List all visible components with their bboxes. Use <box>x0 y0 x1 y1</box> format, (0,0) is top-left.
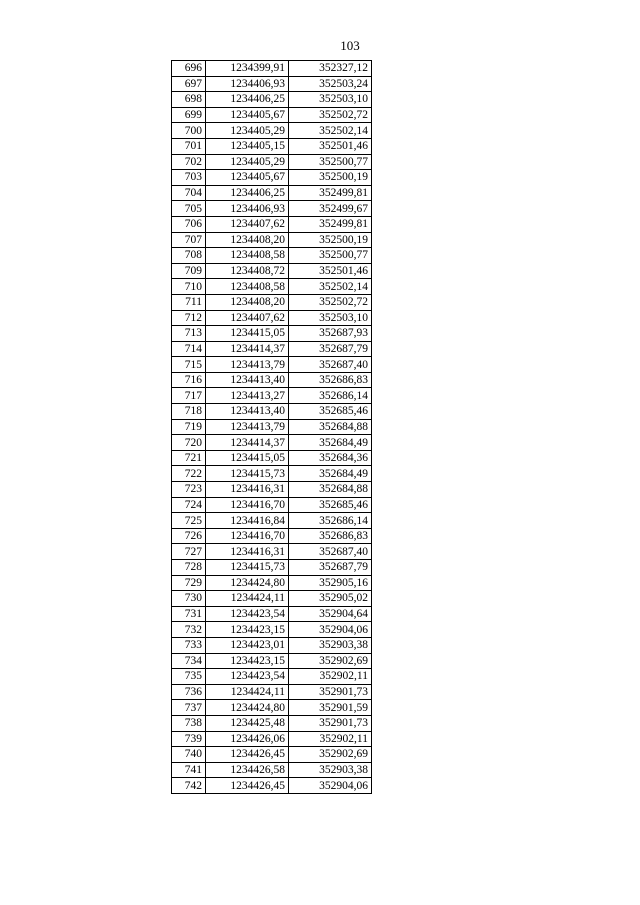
table-row <box>172 170 372 186</box>
table-row <box>172 185 372 201</box>
table-row <box>172 575 372 591</box>
point-number-cell: 704 <box>172 185 206 201</box>
y-coordinate-cell: 352905,16 <box>289 575 372 591</box>
table-row <box>172 341 372 357</box>
x-coordinate-cell: 1234406,25 <box>206 185 289 201</box>
y-coordinate-cell: 352502,14 <box>289 279 372 295</box>
y-coordinate-cell: 352503,10 <box>289 310 372 326</box>
table-row <box>172 747 372 763</box>
point-number-cell: 725 <box>172 513 206 529</box>
point-number-cell: 701 <box>172 138 206 154</box>
y-coordinate-cell: 352499,81 <box>289 216 372 232</box>
point-number-cell: 712 <box>172 310 206 326</box>
x-coordinate-cell: 1234408,20 <box>206 294 289 310</box>
x-coordinate-cell: 1234415,05 <box>206 326 289 342</box>
table-row <box>172 513 372 529</box>
x-coordinate-cell: 1234416,31 <box>206 544 289 560</box>
table-row <box>172 544 372 560</box>
y-coordinate-cell: 352904,06 <box>289 778 372 794</box>
x-coordinate-cell: 1234415,05 <box>206 450 289 466</box>
y-coordinate-cell: 352903,38 <box>289 762 372 778</box>
x-coordinate-cell: 1234424,80 <box>206 575 289 591</box>
point-number-cell: 719 <box>172 419 206 435</box>
table-row <box>172 450 372 466</box>
table-row <box>172 778 372 794</box>
y-coordinate-cell: 352901,59 <box>289 700 372 716</box>
x-coordinate-cell: 1234423,54 <box>206 606 289 622</box>
x-coordinate-cell: 1234405,29 <box>206 123 289 139</box>
y-coordinate-cell: 352684,36 <box>289 450 372 466</box>
table-row <box>172 310 372 326</box>
point-number-cell: 735 <box>172 669 206 685</box>
point-number-cell: 734 <box>172 653 206 669</box>
x-coordinate-cell: 1234426,06 <box>206 731 289 747</box>
table-row <box>172 622 372 638</box>
x-coordinate-cell: 1234416,31 <box>206 482 289 498</box>
table-row <box>172 762 372 778</box>
y-coordinate-cell: 352503,24 <box>289 76 372 92</box>
y-coordinate-cell: 352904,06 <box>289 622 372 638</box>
table-row <box>172 372 372 388</box>
point-number-cell: 711 <box>172 294 206 310</box>
y-coordinate-cell: 352902,69 <box>289 747 372 763</box>
table-row <box>172 419 372 435</box>
x-coordinate-cell: 1234423,15 <box>206 622 289 638</box>
table-row <box>172 684 372 700</box>
table-row <box>172 123 372 139</box>
x-coordinate-cell: 1234424,11 <box>206 591 289 607</box>
y-coordinate-cell: 352686,83 <box>289 528 372 544</box>
y-coordinate-cell: 352501,46 <box>289 263 372 279</box>
point-number-cell: 698 <box>172 92 206 108</box>
y-coordinate-cell: 352499,67 <box>289 201 372 217</box>
table-row <box>172 216 372 232</box>
x-coordinate-cell: 1234405,67 <box>206 107 289 123</box>
y-coordinate-cell: 352503,10 <box>289 92 372 108</box>
table-row <box>172 61 372 77</box>
y-coordinate-cell: 352686,14 <box>289 388 372 404</box>
x-coordinate-cell: 1234423,54 <box>206 669 289 685</box>
table-row <box>172 92 372 108</box>
coordinates-table-body <box>172 61 372 794</box>
x-coordinate-cell: 1234399,91 <box>206 61 289 77</box>
table-row <box>172 201 372 217</box>
point-number-cell: 742 <box>172 778 206 794</box>
x-coordinate-cell: 1234405,29 <box>206 154 289 170</box>
point-number-cell: 737 <box>172 700 206 716</box>
x-coordinate-cell: 1234406,25 <box>206 92 289 108</box>
table-row <box>172 154 372 170</box>
y-coordinate-cell: 352500,77 <box>289 248 372 264</box>
point-number-cell: 714 <box>172 341 206 357</box>
table-row <box>172 591 372 607</box>
y-coordinate-cell: 352686,14 <box>289 513 372 529</box>
x-coordinate-cell: 1234413,40 <box>206 404 289 420</box>
table-row <box>172 294 372 310</box>
point-number-cell: 702 <box>172 154 206 170</box>
table-row <box>172 528 372 544</box>
point-number-cell: 739 <box>172 731 206 747</box>
y-coordinate-cell: 352499,81 <box>289 185 372 201</box>
y-coordinate-cell: 352500,19 <box>289 232 372 248</box>
table-row <box>172 435 372 451</box>
x-coordinate-cell: 1234426,45 <box>206 747 289 763</box>
point-number-cell: 731 <box>172 606 206 622</box>
x-coordinate-cell: 1234414,37 <box>206 341 289 357</box>
table-row <box>172 497 372 513</box>
table-row <box>172 637 372 653</box>
y-coordinate-cell: 352901,73 <box>289 684 372 700</box>
x-coordinate-cell: 1234413,40 <box>206 372 289 388</box>
point-number-cell: 740 <box>172 747 206 763</box>
page-number: 103 <box>340 38 360 53</box>
point-number-cell: 736 <box>172 684 206 700</box>
point-number-cell: 726 <box>172 528 206 544</box>
point-number-cell: 708 <box>172 248 206 264</box>
y-coordinate-cell: 352687,79 <box>289 560 372 576</box>
y-coordinate-cell: 352902,69 <box>289 653 372 669</box>
y-coordinate-cell: 352685,46 <box>289 404 372 420</box>
x-coordinate-cell: 1234423,15 <box>206 653 289 669</box>
point-number-cell: 732 <box>172 622 206 638</box>
x-coordinate-cell: 1234408,20 <box>206 232 289 248</box>
point-number-cell: 715 <box>172 357 206 373</box>
x-coordinate-cell: 1234413,79 <box>206 357 289 373</box>
x-coordinate-cell: 1234414,37 <box>206 435 289 451</box>
y-coordinate-cell: 352684,88 <box>289 419 372 435</box>
y-coordinate-cell: 352502,72 <box>289 294 372 310</box>
point-number-cell: 722 <box>172 466 206 482</box>
point-number-cell: 700 <box>172 123 206 139</box>
table-row <box>172 76 372 92</box>
y-coordinate-cell: 352687,93 <box>289 326 372 342</box>
table-row <box>172 653 372 669</box>
point-number-cell: 721 <box>172 450 206 466</box>
point-number-cell: 710 <box>172 279 206 295</box>
table-row <box>172 263 372 279</box>
y-coordinate-cell: 352502,14 <box>289 123 372 139</box>
table-row <box>172 715 372 731</box>
table-row <box>172 700 372 716</box>
y-coordinate-cell: 352501,46 <box>289 138 372 154</box>
y-coordinate-cell: 352901,73 <box>289 715 372 731</box>
point-number-cell: 723 <box>172 482 206 498</box>
point-number-cell: 718 <box>172 404 206 420</box>
y-coordinate-cell: 352500,19 <box>289 170 372 186</box>
y-coordinate-cell: 352905,02 <box>289 591 372 607</box>
y-coordinate-cell: 352684,49 <box>289 466 372 482</box>
y-coordinate-cell: 352684,49 <box>289 435 372 451</box>
x-coordinate-cell: 1234415,73 <box>206 466 289 482</box>
x-coordinate-cell: 1234424,80 <box>206 700 289 716</box>
point-number-cell: 696 <box>172 61 206 77</box>
y-coordinate-cell: 352902,11 <box>289 731 372 747</box>
y-coordinate-cell: 352903,38 <box>289 637 372 653</box>
table-row <box>172 248 372 264</box>
x-coordinate-cell: 1234407,62 <box>206 216 289 232</box>
point-number-cell: 713 <box>172 326 206 342</box>
table-row <box>172 560 372 576</box>
table-row <box>172 731 372 747</box>
y-coordinate-cell: 352687,79 <box>289 341 372 357</box>
table-row <box>172 482 372 498</box>
point-number-cell: 717 <box>172 388 206 404</box>
x-coordinate-cell: 1234425,48 <box>206 715 289 731</box>
point-number-cell: 709 <box>172 263 206 279</box>
point-number-cell: 699 <box>172 107 206 123</box>
x-coordinate-cell: 1234408,58 <box>206 279 289 295</box>
y-coordinate-cell: 352502,72 <box>289 107 372 123</box>
y-coordinate-cell: 352904,64 <box>289 606 372 622</box>
table-row <box>172 404 372 420</box>
y-coordinate-cell: 352687,40 <box>289 357 372 373</box>
point-number-cell: 720 <box>172 435 206 451</box>
table-row <box>172 232 372 248</box>
x-coordinate-cell: 1234408,58 <box>206 248 289 264</box>
x-coordinate-cell: 1234424,11 <box>206 684 289 700</box>
point-number-cell: 730 <box>172 591 206 607</box>
x-coordinate-cell: 1234406,93 <box>206 201 289 217</box>
x-coordinate-cell: 1234408,72 <box>206 263 289 279</box>
table-row <box>172 107 372 123</box>
point-number-cell: 697 <box>172 76 206 92</box>
table-row <box>172 606 372 622</box>
point-number-cell: 729 <box>172 575 206 591</box>
table-row <box>172 669 372 685</box>
x-coordinate-cell: 1234405,15 <box>206 138 289 154</box>
y-coordinate-cell: 352685,46 <box>289 497 372 513</box>
point-number-cell: 733 <box>172 637 206 653</box>
y-coordinate-cell: 352500,77 <box>289 154 372 170</box>
point-number-cell: 724 <box>172 497 206 513</box>
x-coordinate-cell: 1234407,62 <box>206 310 289 326</box>
x-coordinate-cell: 1234415,73 <box>206 560 289 576</box>
x-coordinate-cell: 1234413,27 <box>206 388 289 404</box>
table-row <box>172 138 372 154</box>
y-coordinate-cell: 352902,11 <box>289 669 372 685</box>
table-row <box>172 326 372 342</box>
point-number-cell: 738 <box>172 715 206 731</box>
table-row <box>172 388 372 404</box>
x-coordinate-cell: 1234405,67 <box>206 170 289 186</box>
x-coordinate-cell: 1234416,70 <box>206 497 289 513</box>
point-number-cell: 707 <box>172 232 206 248</box>
point-number-cell: 741 <box>172 762 206 778</box>
y-coordinate-cell: 352327,12 <box>289 61 372 77</box>
x-coordinate-cell: 1234426,58 <box>206 762 289 778</box>
x-coordinate-cell: 1234423,01 <box>206 637 289 653</box>
y-coordinate-cell: 352684,88 <box>289 482 372 498</box>
y-coordinate-cell: 352687,40 <box>289 544 372 560</box>
point-number-cell: 716 <box>172 372 206 388</box>
x-coordinate-cell: 1234413,79 <box>206 419 289 435</box>
coordinates-table <box>171 60 372 794</box>
x-coordinate-cell: 1234406,93 <box>206 76 289 92</box>
point-number-cell: 705 <box>172 201 206 217</box>
table-row <box>172 466 372 482</box>
point-number-cell: 703 <box>172 170 206 186</box>
x-coordinate-cell: 1234426,45 <box>206 778 289 794</box>
point-number-cell: 727 <box>172 544 206 560</box>
table-row <box>172 357 372 373</box>
table-row <box>172 279 372 295</box>
point-number-cell: 706 <box>172 216 206 232</box>
x-coordinate-cell: 1234416,70 <box>206 528 289 544</box>
y-coordinate-cell: 352686,83 <box>289 372 372 388</box>
point-number-cell: 728 <box>172 560 206 576</box>
x-coordinate-cell: 1234416,84 <box>206 513 289 529</box>
